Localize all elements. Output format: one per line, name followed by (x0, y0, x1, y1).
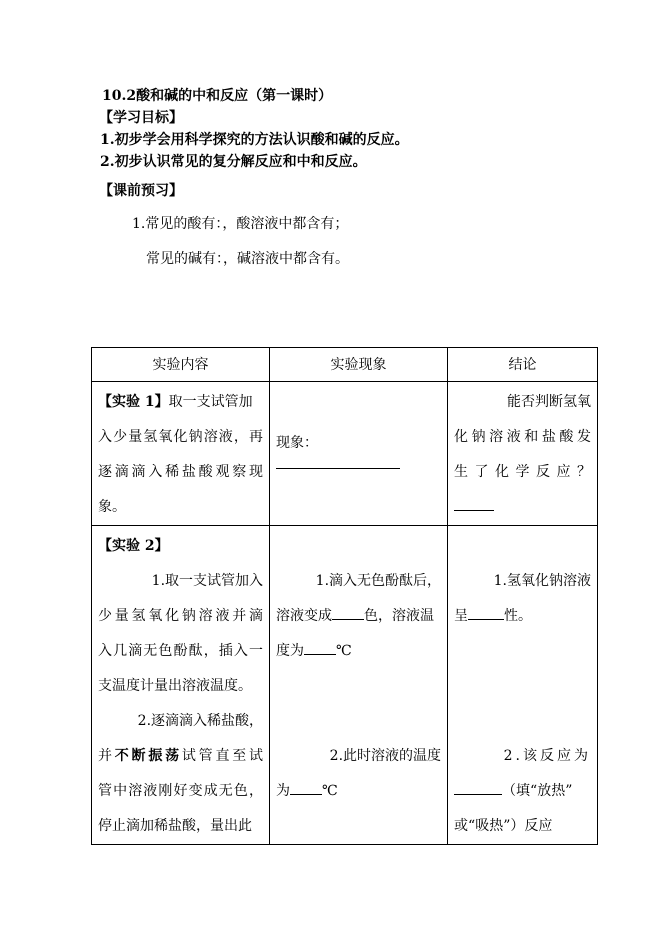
exp2-property-blank (468, 604, 504, 620)
page-title: 10.2酸和碱的中和反应（第一课时） (102, 88, 333, 104)
exp1-phenomenon-label: 现象： (276, 434, 319, 451)
exp1-conclusion-line1: 能否判断氢氧 (507, 394, 591, 410)
exp2-c2-line2: （填“放热” (502, 783, 573, 799)
exp2-phenomenon-cell (270, 526, 448, 845)
preview-item-2: 常见的碱有：，碱溶液中都含有。 (146, 251, 349, 267)
preview-heading: 【课前预习】 (99, 183, 183, 199)
exp2-c2-line1: 2.该反应为 (503, 748, 591, 764)
exp2-step2-line4: 停止滴加稀盐酸，量出此 (98, 818, 252, 834)
exp2-ph1-line3a: 度为 (276, 643, 305, 659)
exp2-step1-line1: 1.取一支试管加入 (151, 573, 264, 589)
exp2-c1-line2a: 呈 (454, 608, 469, 624)
exp2-c2-line3: 或“吸热”）反应 (454, 818, 553, 834)
exp1-content-cell (92, 382, 270, 526)
exp2-step1-line3: 入几滴无色酚酞，插入一 (98, 643, 264, 659)
exp2-content-cell (92, 526, 270, 845)
exp2-temp1-blank (304, 639, 336, 655)
header-content: 实验内容 (92, 348, 270, 382)
exp2-step2-line2c: 试管直至试 (181, 748, 264, 764)
header-phenomenon: 实验现象 (270, 348, 448, 382)
exp1-content-line4: 象。 (98, 499, 126, 515)
goal-item-2: 2.初步认识常见的复分解反应和中和反应。 (100, 154, 367, 170)
exp2-step2-line3: 管中溶液刚好变成无色， (98, 783, 264, 799)
exp2-ph2-line1: 2.此时溶液的温度 (329, 748, 442, 764)
header-conclusion: 结论 (448, 348, 598, 382)
exp2-ph2-line2a: 为 (276, 783, 291, 799)
experiment-table (91, 347, 598, 845)
exp2-ph2-line2b: ℃ (322, 783, 338, 799)
exp2-color-blank (332, 604, 364, 620)
exp1-phenomenon-blank (276, 453, 400, 469)
exp2-step2-line2a: 并 (98, 748, 115, 764)
table-row-exp1 (92, 382, 598, 526)
exp2-step2-line1: 2.逐滴滴入稀盐酸， (137, 713, 264, 729)
exp2-heat-blank (454, 779, 502, 795)
table-row-exp2 (92, 526, 598, 845)
preview-item-1: 1.常见的酸有：，酸溶液中都含有； (132, 216, 349, 232)
exp1-label: 【实验 1】 (98, 394, 169, 410)
exp2-emphasis-shake: 不断振荡 (114, 748, 182, 764)
goals-heading: 【学习目标】 (99, 110, 183, 126)
exp2-c1-line1: 1.氢氧化钠溶液 (493, 573, 591, 589)
exp2-ph1-line2b: 色，溶液温 (364, 608, 435, 624)
exp1-phenomenon-cell (270, 382, 448, 526)
exp1-content-line3: 逐滴滴入稀盐酸观察现 (98, 464, 264, 480)
exp2-conclusion-cell (448, 526, 598, 845)
exp2-ph1-line3b: ℃ (336, 643, 352, 659)
exp2-label: 【实验 2】 (98, 538, 169, 554)
exp1-content-line2: 入少量氢氧化钠溶液，再 (98, 429, 264, 445)
exp2-step1-line4: 支温度计量出溶液温度。 (98, 678, 252, 694)
exp2-step1-line2: 少量氢氧化钠溶液并滴 (98, 608, 264, 624)
exp1-conclusion-blank (454, 495, 494, 511)
exp2-c1-line2b: 性。 (504, 608, 533, 624)
exp1-conclusion-line2: 化钠溶液和盐酸发 (454, 429, 591, 445)
exp2-temp2-blank (290, 779, 322, 795)
exp1-conclusion-line3: 生了化学反应？ (454, 464, 591, 480)
table-header-row (92, 348, 598, 382)
exp2-ph1-line1: 1.滴入无色酚酞后， (315, 573, 442, 589)
exp2-ph1-line2a: 溶液变成 (276, 608, 333, 624)
exp1-conclusion-cell (448, 382, 598, 526)
exp1-content-line1: 取一支试管加 (168, 394, 253, 410)
goal-item-1: 1.初步学会用科学探究的方法认识酸和碱的反应。 (100, 132, 409, 148)
